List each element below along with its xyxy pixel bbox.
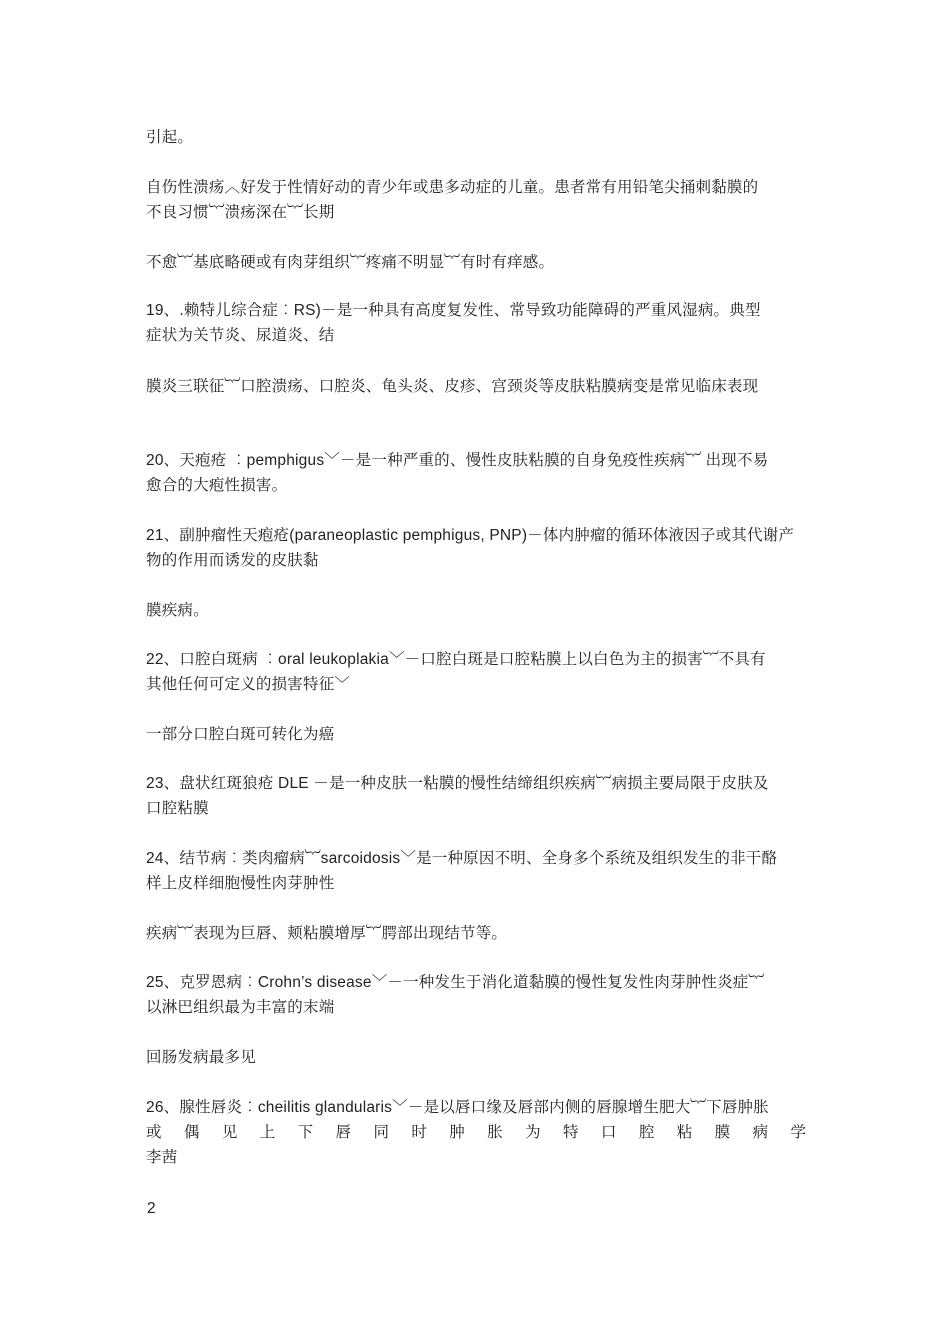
text-line: 26、腺性唇炎︰cheilitis glandularis﹀－是以唇口缘及唇部内侧的唇腺增生肥大︸下唇肿胀 [146, 1099, 769, 1116]
paragraph [146, 298, 806, 348]
text-line: 25、克罗恩病︰Crohn’s disease﹀－一种发生于消化道黏膜的慢性复发性肉芽肿性炎症︸ [146, 974, 765, 991]
text-line: 以淋巴组织最为丰富的末端 [146, 999, 335, 1016]
text-line: 其他任何可定义的损害特征﹀ [146, 676, 351, 693]
text-line: 不愈︸基底略硬或有肉芽组织︸疼痛不明显︸有时有痒感。 [146, 254, 555, 271]
paragraph [146, 722, 806, 747]
text-line: 22、口腔白斑病 ︰oral leukoplakia﹀－口腔白斑是口腔粘膜上以白色为主的损害︸不具有 [146, 651, 766, 668]
text-line: 愈合的大疱性损害。 [146, 477, 288, 494]
paragraph [146, 647, 806, 697]
text-line: 24、结节病︰类肉瘤病︸sarcoidosis﹀是一种原因不明、全身多个系统及组织发生的非干酪 [146, 850, 778, 867]
paragraph [146, 175, 806, 225]
paragraph [146, 970, 806, 1020]
text-line: 样上皮样细胞慢性肉芽肿性 [146, 875, 335, 892]
paragraph [146, 374, 806, 399]
paragraph [146, 1095, 806, 1170]
paragraph [146, 846, 806, 896]
paragraph [146, 921, 806, 946]
text-line: 疾病︸表现为巨唇、颊粘膜增厚︸腭部出现结节等。 [146, 925, 508, 942]
paragraph [146, 125, 806, 150]
text-line: 李茜 [146, 1149, 178, 1166]
text-line: 膜疾病。 [146, 602, 209, 619]
paragraph [146, 771, 806, 821]
page-number: 2 [147, 1200, 156, 1217]
paragraph [146, 1045, 806, 1070]
paragraph [146, 598, 806, 623]
text-line: 一部分口腔白斑可转化为癌 [146, 726, 335, 743]
paragraph [146, 523, 806, 573]
text-line: 19、.赖特儿综合症︰RS)－是一种具有高度复发性、常导致功能障碍的严重风湿病。典型 [146, 302, 761, 319]
text-line: 引起。 [146, 129, 194, 146]
text-line: 回肠发病最多见 [146, 1049, 256, 1066]
text-line: 物的作用而诱发的皮肤黏 [146, 552, 319, 569]
text-line: 口腔粘膜 [146, 800, 209, 817]
text-line: 症状为关节炎、尿道炎、结 [146, 327, 335, 344]
text-line: 20、天疱疮 ︰pemphigus﹀－是一种严重的、慢性皮肤粘膜的自身免疫性疾病︸ 出现不易 [146, 452, 769, 469]
text-line: 23、盘状红斑狼疮 DLE －是一种皮肤一粘膜的慢性结缔组织疾病︸病损主要局限于皮肤及 [146, 775, 769, 792]
paragraph [146, 448, 806, 498]
paragraph [146, 250, 806, 275]
text-line: 或偶见上下唇同时肿胀为特口腔粘膜病学 [146, 1124, 806, 1141]
text-line: 自伤性溃疡︿好发于性情好动的青少年或患多动症的儿童。患者常有用铅笔尖捅刺黏膜的 [146, 179, 759, 196]
text-line: 不良习惯︸溃疡深在︸长期 [146, 204, 335, 221]
text-line: 膜炎三联征︸口腔溃疡、口腔炎、龟头炎、皮疹、宫颈炎等皮肤粘膜病变是常见临床表现 [146, 378, 759, 395]
text-line: 21、副肿瘤性天疱疮(paraneoplastic pemphigus, PNP)－体内肿瘤的循环体液因子或其代谢产 [146, 527, 795, 544]
